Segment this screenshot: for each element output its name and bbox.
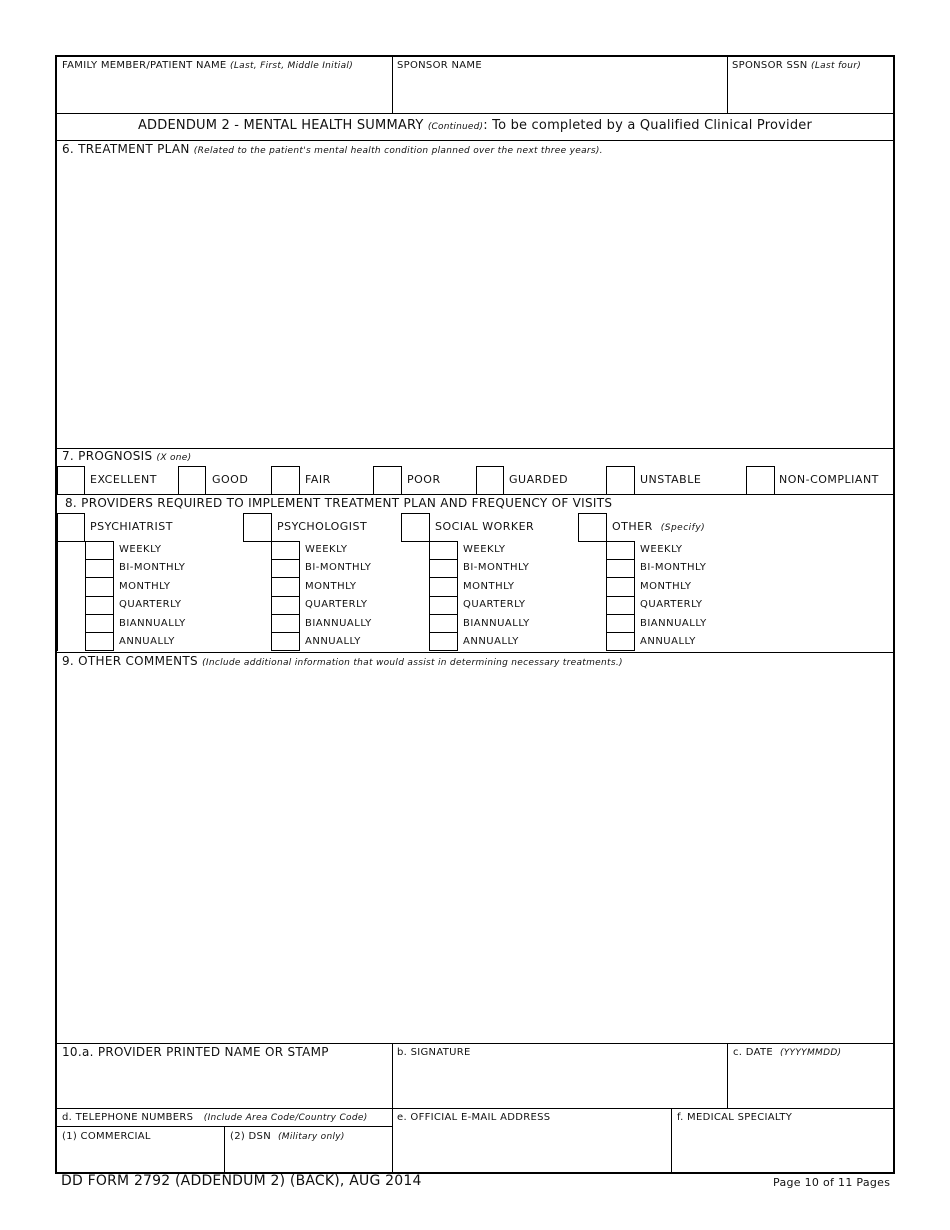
divider [57,1108,893,1109]
divider [224,1127,225,1174]
frequency-label: BIANNUALLY [640,618,707,629]
frequency-label: MONTHLY [119,581,171,592]
psychiatrist-annually-checkbox[interactable] [85,632,114,651]
frequency-label: BI-MONTHLY [640,562,707,573]
social-worker-annually-checkbox[interactable] [429,632,458,651]
prognosis-non-compliant-checkbox[interactable] [746,466,775,495]
other-quarterly-checkbox[interactable] [606,596,635,615]
provider-other-label: OTHER (Specify) [612,520,706,533]
prognosis-good-label: GOOD [212,473,249,486]
medical-specialty-label: f. MEDICAL SPECIALTY [677,1112,793,1123]
divider [57,494,893,495]
frequency-label: ANNUALLY [119,636,175,647]
frequency-label: MONTHLY [305,581,357,592]
other-comments-label: 9. OTHER COMMENTS (Include additional information that would assist in determining necessary treatments.) [62,654,623,668]
frequency-label: QUARTERLY [119,599,182,610]
frequency-label: BIANNUALLY [119,618,186,629]
divider [392,1109,393,1174]
signature-field[interactable] [394,1061,724,1106]
frequency-label: BIANNUALLY [305,618,372,629]
divider [57,1043,893,1044]
divider [392,57,393,114]
psychiatrist-biannually-checkbox[interactable] [85,614,114,633]
medical-specialty-field[interactable] [674,1126,891,1171]
telephone-label: d. TELEPHONE NUMBERS (Include Area Code/Country Code) [62,1112,368,1123]
social-worker-quarterly-checkbox[interactable] [429,596,458,615]
treatment-plan-field[interactable] [59,157,891,445]
prognosis-non-compliant-label: NON-COMPLIANT [779,473,879,486]
divider [57,652,893,653]
provider-other-checkbox[interactable] [578,513,607,542]
provider-social-worker-checkbox[interactable] [401,513,430,542]
divider [57,541,58,651]
prognosis-fair-label: FAIR [305,473,331,486]
email-label: e. OFFICIAL E-MAIL ADDRESS [397,1112,551,1123]
other-monthly-checkbox[interactable] [606,577,635,597]
psychiatrist-monthly-checkbox[interactable] [85,577,114,597]
frequency-label: BI-MONTHLY [463,562,530,573]
provider-name-label: 10.a. PROVIDER PRINTED NAME OR STAMP [62,1045,329,1059]
sponsor-ssn-label: SPONSOR SSN (Last four) [732,60,862,71]
psychiatrist-bimonthly-checkbox[interactable] [85,559,114,578]
page-number: Page 10 of 11 Pages [773,1176,891,1189]
prognosis-poor-checkbox[interactable] [373,466,402,495]
psychologist-monthly-checkbox[interactable] [271,577,300,597]
other-comments-field[interactable] [59,670,891,1040]
frequency-label: BIANNUALLY [463,618,530,629]
divider [671,1109,672,1174]
frequency-label: ANNUALLY [640,636,696,647]
frequency-label: WEEKLY [463,544,506,555]
divider [727,1044,728,1108]
social-worker-biannually-checkbox[interactable] [429,614,458,633]
prognosis-excellent-checkbox[interactable] [57,466,85,495]
frequency-label: BI-MONTHLY [305,562,372,573]
frequency-label: QUARTERLY [463,599,526,610]
treatment-plan-label: 6. TREATMENT PLAN (Related to the patient's mental health condition planned over the next three years). [62,142,603,156]
prognosis-guarded-checkbox[interactable] [476,466,504,495]
sponsor-name-label: SPONSOR NAME [397,60,482,71]
provider-social-worker-label: SOCIAL WORKER [435,520,535,533]
date-field[interactable] [729,1061,891,1106]
prognosis-unstable-label: UNSTABLE [640,473,702,486]
date-label: c. DATE (YYYYMMDD) [733,1047,842,1058]
psychologist-biannually-checkbox[interactable] [271,614,300,633]
sponsor-name-field[interactable] [394,73,724,111]
other-annually-checkbox[interactable] [606,632,635,651]
social-worker-monthly-checkbox[interactable] [429,577,458,597]
provider-psychologist-checkbox[interactable] [243,513,272,542]
other-weekly-checkbox[interactable] [606,541,635,560]
prognosis-guarded-label: GUARDED [509,473,569,486]
frequency-label: ANNUALLY [463,636,519,647]
page-title: ADDENDUM 2 - MENTAL HEALTH SUMMARY (Continued): To be completed by a Qualified Clinical Provider [137,118,813,133]
patient-name-field[interactable] [59,73,389,111]
psychiatrist-weekly-checkbox[interactable] [85,541,114,560]
frequency-label: BI-MONTHLY [119,562,186,573]
commercial-phone-field[interactable] [59,1145,221,1171]
provider-psychologist-label: PSYCHOLOGIST [277,520,368,533]
other-biannually-checkbox[interactable] [606,614,635,633]
provider-psychiatrist-label: PSYCHIATRIST [90,520,173,533]
commercial-phone-label: (1) COMMERCIAL [62,1131,151,1142]
provider-psychiatrist-checkbox[interactable] [57,513,85,542]
psychologist-quarterly-checkbox[interactable] [271,596,300,615]
divider [57,113,893,114]
prognosis-good-checkbox[interactable] [178,466,206,495]
form-id: DD FORM 2792 (ADDENDUM 2) (BACK), AUG 2014 [61,1173,422,1189]
sponsor-ssn-field[interactable] [729,73,891,111]
frequency-label: QUARTERLY [305,599,368,610]
providers-label: 8. PROVIDERS REQUIRED TO IMPLEMENT TREATMENT PLAN AND FREQUENCY OF VISITS [65,496,613,510]
psychologist-annually-checkbox[interactable] [271,632,300,651]
frequency-label: QUARTERLY [640,599,703,610]
patient-name-label: FAMILY MEMBER/PATIENT NAME (Last, First, Middle Initial) [62,60,354,71]
frequency-label: ANNUALLY [305,636,361,647]
psychologist-bimonthly-checkbox[interactable] [271,559,300,578]
frequency-label: WEEKLY [305,544,348,555]
form-page [55,55,895,1174]
divider [392,1044,393,1108]
psychologist-weekly-checkbox[interactable] [271,541,300,560]
frequency-label: WEEKLY [119,544,162,555]
divider [57,140,893,141]
prognosis-excellent-label: EXCELLENT [90,473,157,486]
divider [57,541,85,542]
signature-label: b. SIGNATURE [397,1047,471,1058]
provider-name-field[interactable] [59,1061,389,1106]
other-bimonthly-checkbox[interactable] [606,559,635,578]
prognosis-unstable-checkbox[interactable] [606,466,635,495]
prognosis-poor-label: POOR [407,473,441,486]
dsn-phone-label: (2) DSN (Military only) [230,1131,345,1142]
prognosis-label: 7. PROGNOSIS (X one) [62,449,192,463]
psychiatrist-quarterly-checkbox[interactable] [85,596,114,615]
email-field[interactable] [394,1126,668,1171]
divider [727,57,728,114]
dsn-phone-field[interactable] [227,1145,389,1171]
frequency-label: MONTHLY [463,581,515,592]
social-worker-bimonthly-checkbox[interactable] [429,559,458,578]
prognosis-fair-checkbox[interactable] [271,466,300,495]
frequency-label: WEEKLY [640,544,683,555]
social-worker-weekly-checkbox[interactable] [429,541,458,560]
frequency-label: MONTHLY [640,581,692,592]
